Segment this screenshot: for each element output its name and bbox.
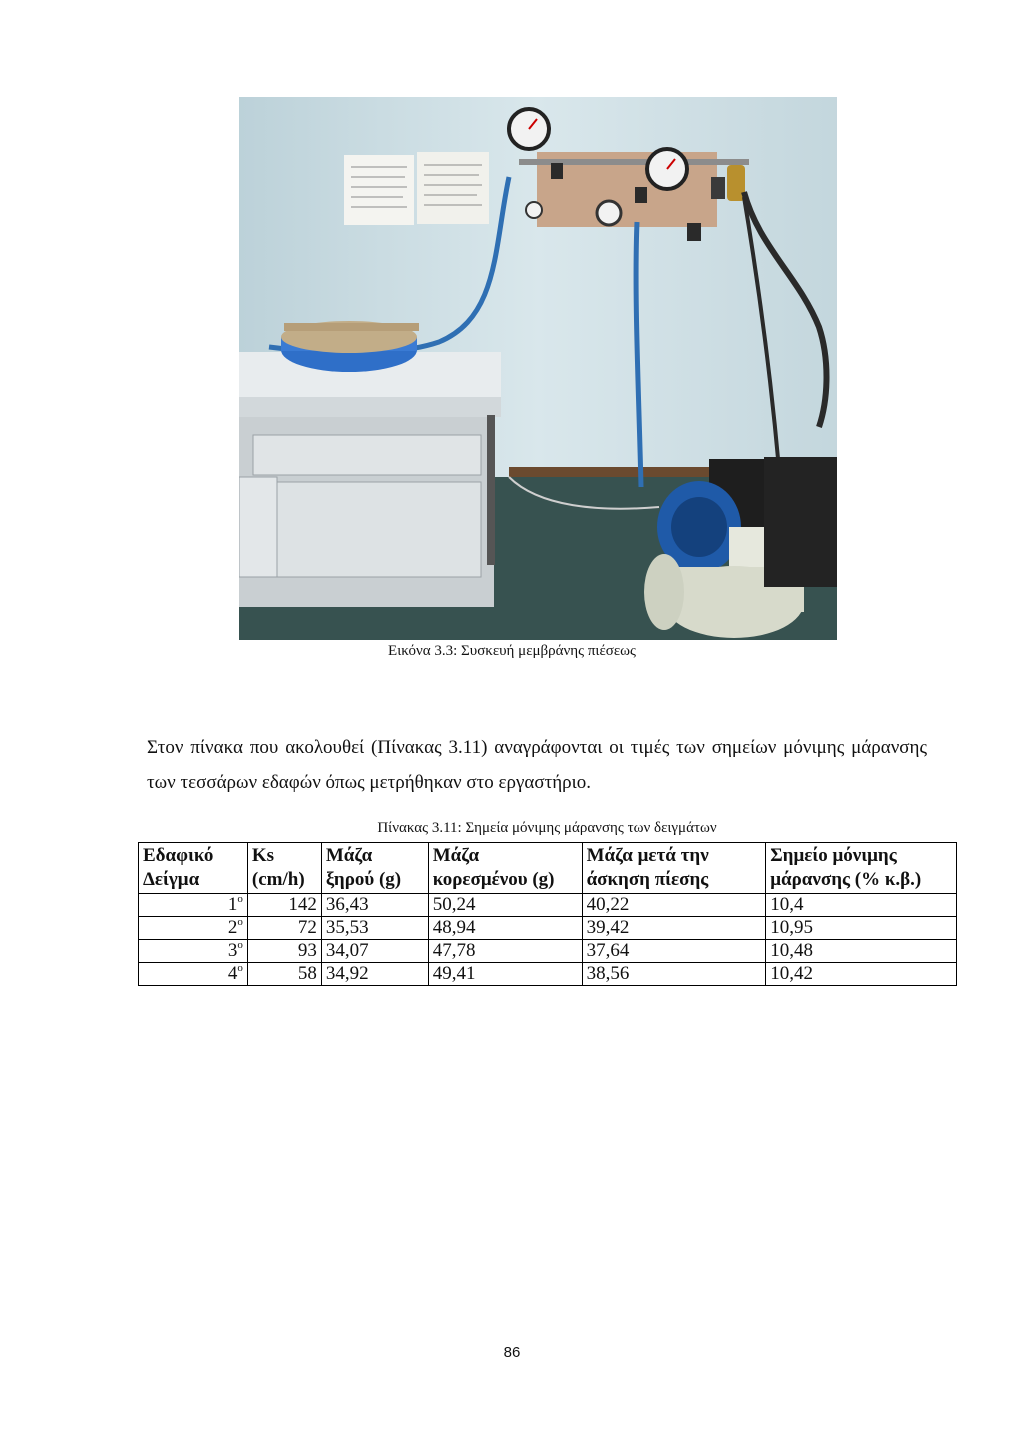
header-mass-after-pressure: Μάζα μετά την άσκηση πίεσης xyxy=(582,843,766,894)
cell-saturated: 47,78 xyxy=(428,940,582,963)
cell-ks: 142 xyxy=(247,894,321,917)
header-ks: Ks (cm/h) xyxy=(247,843,321,894)
cell-dry: 34,92 xyxy=(321,963,428,986)
cell-ks: 72 xyxy=(247,917,321,940)
body-paragraph: Στον πίνακα που ακολουθεί (Πίνακας 3.11) αναγράφονται οι τιμές των σημείων μόνιμης μάρανσης των τεσσάρων εδαφών όπως μετρήθηκαν στο εργαστήριο. xyxy=(147,737,927,793)
cell-pwp: 10,4 xyxy=(766,894,957,917)
wilting-point-table xyxy=(138,842,957,986)
cell-sample: $1^o$ xyxy=(139,894,248,917)
cell-saturated: 49,41 xyxy=(428,963,582,986)
cell-after: 40,22 xyxy=(582,894,766,917)
cell-dry: 34,07 xyxy=(321,940,428,963)
cell-pwp: 10,42 xyxy=(766,963,957,986)
cell-ks: 58 xyxy=(247,963,321,986)
table-row xyxy=(139,963,957,986)
cell-sample: $3^o$ xyxy=(139,940,248,963)
figure-caption: Εικόνα 3.3: Συσκευή μεμβράνης πιέσεως xyxy=(388,643,636,659)
table-row xyxy=(139,940,957,963)
cell-saturated: 50,24 xyxy=(428,894,582,917)
cell-dry: 36,43 xyxy=(321,894,428,917)
apparatus-photo xyxy=(239,97,837,640)
cell-after: 37,64 xyxy=(582,940,766,963)
cell-sample: $2^o$ xyxy=(139,917,248,940)
cell-pwp: 10,95 xyxy=(766,917,957,940)
header-saturated-mass: Μάζα κορεσμένου (g) xyxy=(428,843,582,894)
table-header-row xyxy=(139,843,957,894)
header-wilting-point: Σημείο μόνιμης μάρανσης (% κ.β.) xyxy=(766,843,957,894)
header-dry-mass: Μάζα ξηρού (g) xyxy=(321,843,428,894)
cell-sample: $4^o$ xyxy=(139,963,248,986)
cell-pwp: 10,48 xyxy=(766,940,957,963)
page-number: 86 xyxy=(503,1344,521,1361)
table-row xyxy=(139,894,957,917)
cell-dry: 35,53 xyxy=(321,917,428,940)
table-caption: Πίνακας 3.11: Σημεία μόνιμης μάρανσης των δειγμάτων xyxy=(377,820,717,836)
header-sample: Εδαφικό Δείγμα xyxy=(139,843,248,894)
cell-ks: 93 xyxy=(247,940,321,963)
cell-saturated: 48,94 xyxy=(428,917,582,940)
cell-after: 39,42 xyxy=(582,917,766,940)
cell-after: 38,56 xyxy=(582,963,766,986)
table-row xyxy=(139,917,957,940)
